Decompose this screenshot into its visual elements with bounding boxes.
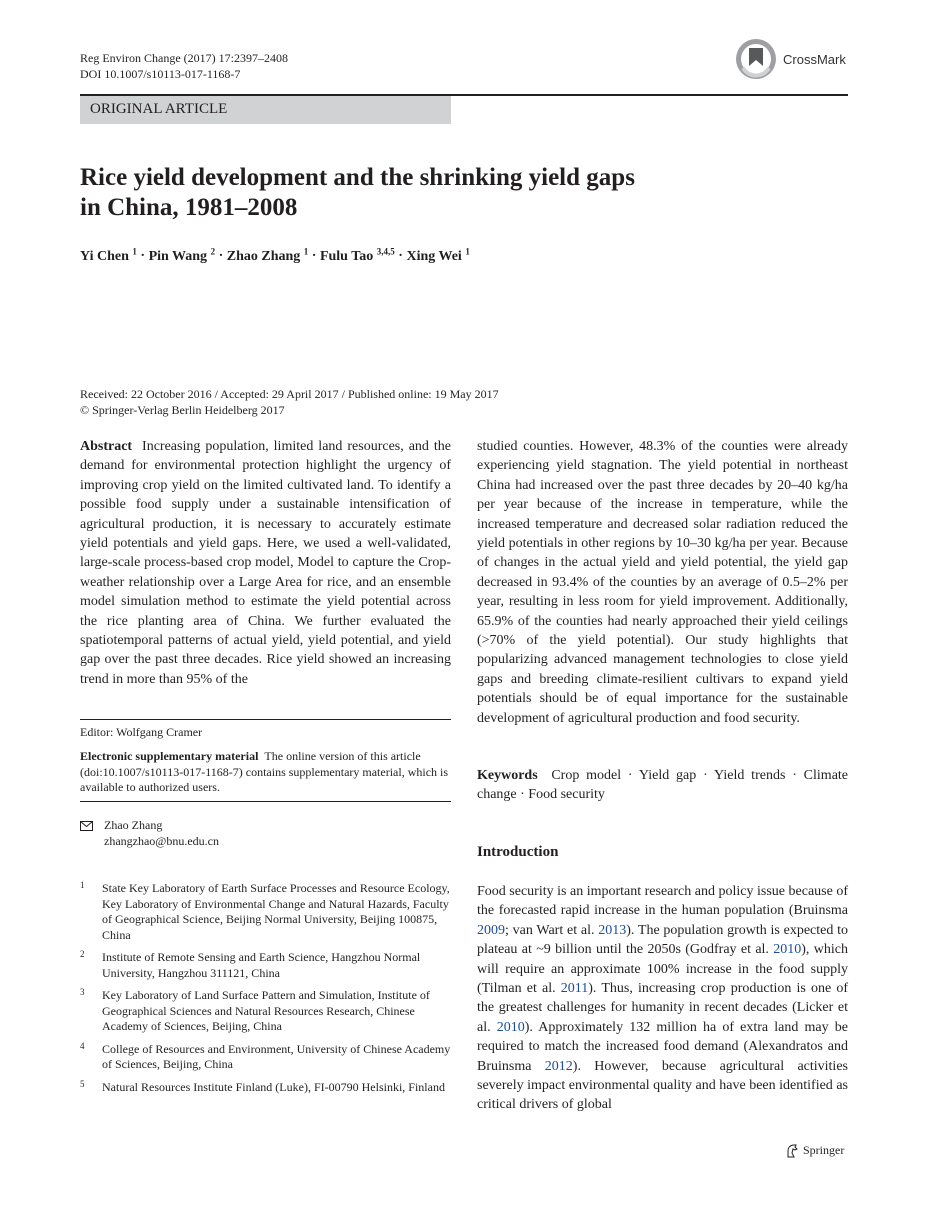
author-separator: ·	[398, 248, 403, 264]
abstract-label: Abstract	[80, 439, 133, 454]
author[interactable]: Zhao Zhang $^1$	[226, 246, 309, 264]
affiliation-item: 1 State Key Laboratory of Earth Surface Processes and Resource Ecology, Key Laboratory of Environmental Change and Natural Hazards, Faculty of Geographical Science, Beijing Normal University, Beijing 100875, China	[80, 880, 450, 942]
affiliation-item: 2 Institute of Remote Sensing and Earth Science, Hangzhou Normal University, Hangzhou 311121, China	[80, 949, 421, 980]
article-title	[80, 163, 780, 223]
journal-doi[interactable]: DOI 10.1007/s10113-017-1168-7	[80, 67, 241, 81]
footnote-rule-2	[80, 801, 451, 802]
author[interactable]: Yi Chen $^1$	[80, 246, 137, 264]
introduction-paragraph	[477, 882, 848, 1115]
citation-link[interactable]: 2009	[477, 922, 505, 938]
introduction-text: ). The population growth is expected to plateau at ~9 billion until the 2050s (Godfray et al.	[477, 922, 848, 958]
introduction-text: ). Thus, increasing crop production is one of the greatest challenges for humanity in recent decades (Licker et al.	[477, 981, 849, 1035]
copyright-line: © Springer-Verlag Berlin Heidelberg 2017	[80, 403, 285, 417]
introduction-text: ). However, because agricultural activities severely impact environmental quality and have been identified as critical drivers of global	[477, 1058, 848, 1113]
citation-link[interactable]: 2012	[544, 1058, 573, 1074]
supplementary-note	[80, 749, 451, 796]
author-list	[80, 246, 470, 265]
crossmark-label: CrossMark	[783, 51, 846, 67]
introduction-text: ). Approximately 132 million ha of extra land may be required to match the increased food demand (Alexandratos and Bruinsma	[477, 1019, 849, 1074]
abstract-text-right: studied counties. However, 48.3% of the counties were already experiencing yield stagnation. The yield potential in northeast China had increased over the past three decades by 20–40 kg/ha per year because of the increase in temperature, while the increased temperature and decreased solar radiation reduced the yield potentials in other regions by 10–30 kg/ha per year. Because of changes in the actual yield and yield potential, the yield gap decreased in 93.4% of the counties by an average of 0.5–2% per year, resulting in less room for yield improvement. Additionally, 65.9% of the counties had nearly approached their yield ceilings (>70% of the yield potential). Our study highlights that popularizing advanced management technologies to close yield gaps and breeding climate-resilient cultivars to expand yield potentials should be of equal importance for the sustainable development of agricultural production and food security.	[477, 439, 848, 726]
introduction-heading: Introduction	[477, 844, 559, 860]
publisher-name: Springer	[803, 1143, 845, 1157]
corresponding-name: Zhao Zhang	[104, 818, 163, 832]
crossmark-badge[interactable]	[735, 38, 846, 80]
editor-note: Editor: Wolfgang Cramer	[80, 725, 203, 739]
introduction-text: Food security is an important research and policy issue because of the forecasted rapid increase in the human population (Bruinsma	[477, 884, 848, 919]
introduction-text: ), which will require an approximate 100% increase in the food supply (Tilman et al.	[477, 942, 848, 997]
crossmark-icon	[735, 38, 777, 80]
author-separator: ·	[311, 248, 317, 264]
esm-label: Electronic supplementary material	[80, 749, 259, 763]
article-type: ORIGINAL ARTICLE	[90, 101, 228, 117]
author[interactable]: Xing Wei $^1$	[406, 246, 470, 264]
footnote-rule	[80, 719, 451, 720]
keywords-text: Crop model · Yield gap · Yield trends · Climate change · Food security	[477, 768, 849, 803]
affiliation-item: 4 College of Resources and Environment, University of Chinese Academy of Sciences, Beijing, China	[80, 1040, 451, 1071]
title-line-2: in China, 1981–2008	[80, 194, 298, 221]
title-line-1: Rice yield development and the shrinking yield gaps	[80, 164, 635, 191]
corresponding-email[interactable]: zhangzhao@bnu.edu.cn	[104, 833, 220, 848]
affiliations	[80, 881, 451, 1102]
author-separator: ·	[140, 248, 146, 264]
springer-horse-icon	[785, 1144, 799, 1158]
journal-header	[80, 50, 288, 82]
author-separator: ·	[218, 248, 224, 264]
abstract-text-left: Increasing population, limited land resources, and the demand for environmental protection highlight the urgency of improving crop yield on the limited cultivated land. To identify a possible food supply under a sustainable intensification of agricultural production, it is necessary to accurately estimate yield potentials and yield gaps. Here, we used a well-validated, large-scale process-based crop model, Model to capture the Crop-weather relationship over a Large Area for rice, and an ensemble model simulation method to estimate the yield potential across the rice planting area of China. We further evaluated the spatiotemporal patterns of actual yield, yield potential, and yield gap over the past three decades. Rice yield showed an increasing trend in more than 95% of the	[80, 439, 451, 687]
affiliation-item: 3 Key Laboratory of Land Surface Pattern and Simulation, Institute of Geographical Sciences and Natural Resources Research, Chinese Academy of Sciences, Beijing, China	[80, 987, 430, 1033]
journal-citation: Reg Environ Change (2017) 17:2397–2408	[80, 51, 288, 65]
citation-link[interactable]: 2010	[773, 942, 802, 958]
envelope-icon	[80, 821, 93, 831]
article-type-banner	[80, 96, 451, 124]
introduction-body	[477, 882, 848, 1115]
abstract-right	[477, 437, 848, 728]
citation-link[interactable]: 2010	[496, 1019, 525, 1035]
publication-dates	[80, 386, 499, 418]
keywords-label: Keywords	[477, 768, 538, 783]
author[interactable]: Pin Wang $^2$	[148, 246, 216, 264]
keywords	[477, 766, 848, 805]
citation-link[interactable]: 2013	[598, 922, 627, 938]
abstract-left	[80, 437, 451, 689]
citation-link[interactable]: 2011	[560, 981, 589, 997]
introduction-text: ; van Wart et al.	[505, 922, 599, 938]
esm-text[interactable]: The online version of this article (doi:10.1007/s10113-017-1168-7) contains supplementary material, which is available to authorized users.	[80, 749, 449, 794]
publisher-footer	[785, 1143, 844, 1158]
affiliation-item: 5 Natural Resources Institute Finland (Luke), FI-00790 Helsinki, Finland	[80, 1078, 445, 1094]
author[interactable]: Fulu Tao $^{3,4,5}$	[319, 246, 395, 264]
dates-line: Received: 22 October 2016 / Accepted: 29 April 2017 / Published online: 19 May 2017	[80, 387, 499, 401]
